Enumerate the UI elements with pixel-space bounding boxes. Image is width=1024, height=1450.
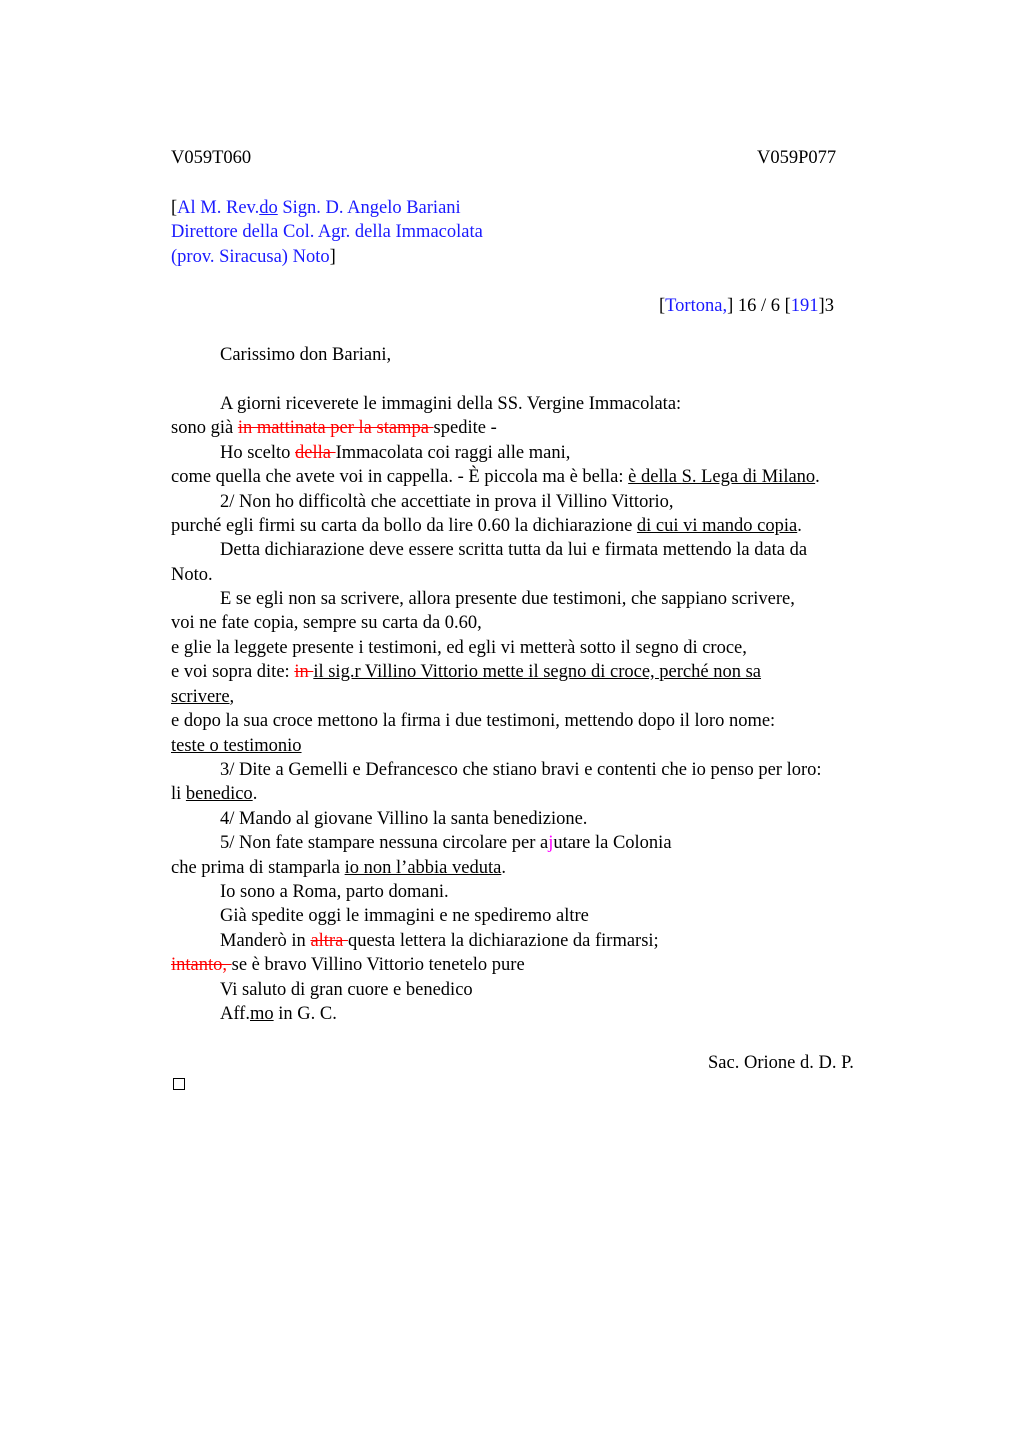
body-line: 5/ Non fate stampare nessuna circolare per ajutare la Colonia [220,833,672,853]
body-line: Detta dichiarazione deve essere scritta tutta da lui e firmata mettendo la data da [220,540,808,560]
document-code-left: V059T060 [171,148,252,168]
body-line: Noto. [171,565,213,585]
end-marker-box [173,1078,185,1090]
deleted-text: in mattinata per la stampa [237,418,434,438]
body-line: voi ne fate copia, sempre su carta da 0.60, [171,613,482,633]
body-line: A giorni riceverete le immagini della SS. Vergine Immacolata: [220,394,682,414]
body-line: che prima di stamparla io non l’abbia veduta. [171,858,506,878]
body-line: Già spedite oggi le immagini e ne spediremo altre [220,906,589,926]
deleted-text: della [295,443,336,463]
body-line: E se egli non sa scrivere, allora presente due testimoni, che sappiano scrivere, [220,589,795,609]
body-line: Io sono a Roma, parto domani. [220,882,449,902]
body-line: purché egli firmi su carta da bollo da lire 0.60 la dichiarazione di cui vi mando copia. [171,516,802,536]
dateline: [Tortona,] 16 / 6 [191]3 [659,296,834,316]
deleted-text: altra [310,931,348,951]
body-line: teste o testimonio [171,736,302,756]
body-line: e dopo la sua croce mettono la firma i due testimoni, mettendo dopo il loro nome: [171,711,776,731]
body-line: sono già in mattinata per la stampa spedite - [171,418,497,438]
address-line-1: [Al M. Rev.do Sign. D. Angelo Bariani [171,198,461,218]
body-line: li benedico. [171,784,258,804]
body-line: e glie la leggete presente i testimoni, ed egli vi metterà sotto il segno di croce, [171,638,747,658]
document-code-right: V059P077 [757,148,837,168]
body-line: 4/ Mando al giovane Villino la santa benedizione. [220,809,588,829]
salutation: Carissimo don Bariani, [220,345,392,365]
body-line: 2/ Non ho difficoltà che accettiate in prova il Villino Vittorio, [220,492,674,512]
signature: Sac. Orione d. D. P. [708,1053,854,1073]
body-line: come quella che avete voi in cappella. - È piccola ma è bella: è della S. Lega di Milano. [171,467,820,487]
deleted-text: in [294,662,314,682]
deleted-text: intanto, [171,955,232,975]
address-line-2: Direttore della Col. Agr. della Immacolata [171,222,483,242]
body-line: scrivere, [171,687,235,707]
body-line: intanto, se è bravo Villino Vittorio tenetelo pure [171,955,525,975]
body-line: Vi saluto di gran cuore e benedico [220,980,473,1000]
body-line: 3/ Dite a Gemelli e Defrancesco che stiano bravi e contenti che io penso per loro: [220,760,822,780]
body-line: Manderò in altra questa lettera la dichiarazione da firmarsi; [220,931,659,951]
body-line: Ho scelto della Immacolata coi raggi alle mani, [220,443,571,463]
address-line-3: (prov. Siracusa) Noto] [171,247,336,267]
inserted-letter: j [548,833,554,853]
closing: Aff.mo in G. C. [220,1004,337,1024]
body-line: e voi sopra dite: in il sig.r Villino Vittorio mette il segno di croce, perché non sa [171,662,762,682]
